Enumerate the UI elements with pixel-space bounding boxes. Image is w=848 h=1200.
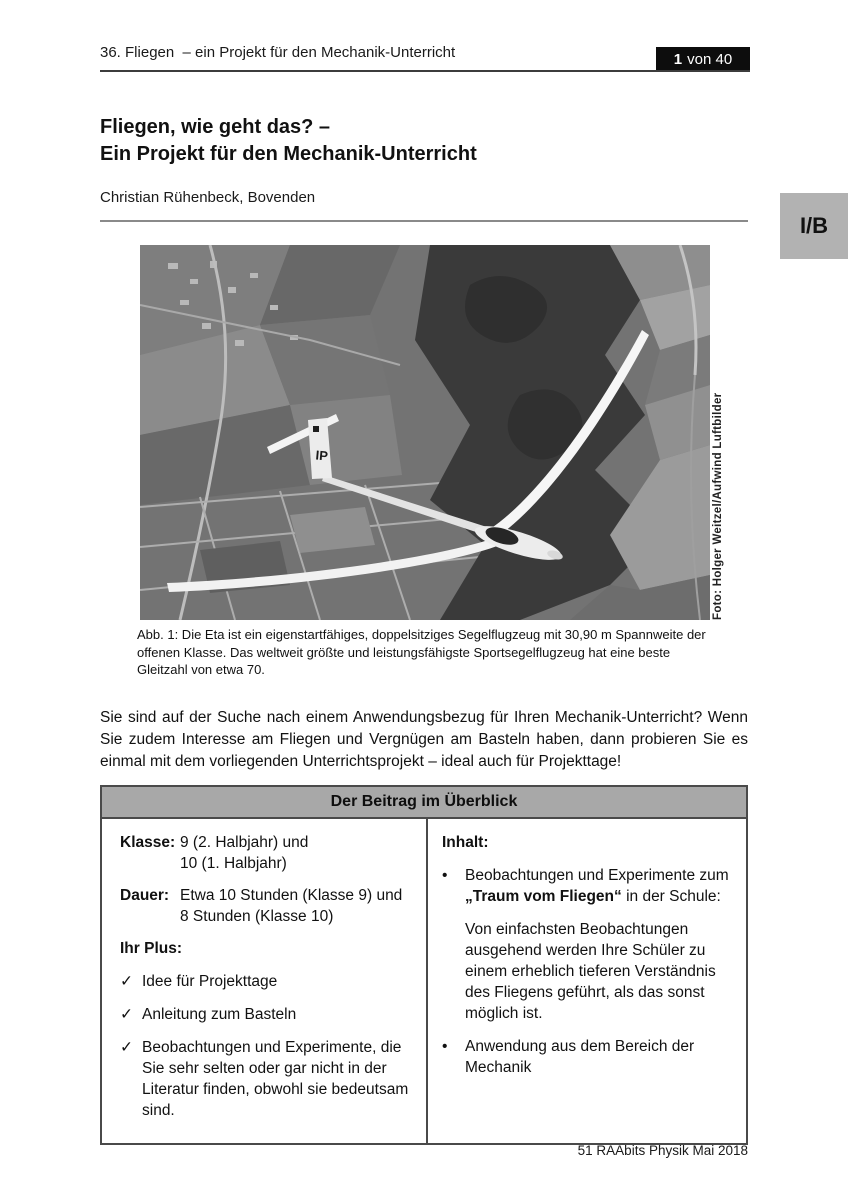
page-number-suffix: von 40 xyxy=(687,51,733,68)
photo-credit-text: Foto: Holger Weitzel/Aufwind Luftbilder xyxy=(712,392,724,620)
dauer-row xyxy=(120,885,420,927)
check-item-text: Anleitung zum Basteln xyxy=(142,1006,297,1023)
checkmark-icon: ✓ xyxy=(120,1039,133,1056)
check-item-text: Beobachtungen und Experimente, die Sie sehr selten oder gar nicht in der Literatur finden, obwohl sie bedeutsam sind. xyxy=(142,1039,409,1119)
figure-photo xyxy=(140,245,710,620)
check-item xyxy=(120,1037,420,1121)
photo-credit xyxy=(712,245,734,620)
overview-left-cell xyxy=(102,819,428,1143)
check-item-text: Idee für Projekttage xyxy=(142,973,278,990)
check-item xyxy=(120,1004,420,1025)
klasse-value-line1: 9 (2. Halbjahr) und xyxy=(180,834,309,851)
bullet-item1-pre: Beobachtungen und Experimente zum xyxy=(465,867,729,884)
section-tab-ib: I/B xyxy=(780,193,848,259)
page-footer: 51 RAAbits Physik Mai 2018 xyxy=(577,1143,748,1158)
fin-square-marking xyxy=(313,426,319,432)
dauer-label: Dauer: xyxy=(120,887,170,904)
dauer-value xyxy=(180,885,402,927)
bullet-item1-post: in der Schule: xyxy=(621,888,721,905)
checkmark-icon: ✓ xyxy=(120,1006,133,1023)
page-number: 1 xyxy=(673,51,683,68)
dauer-value-line1: Etwa 10 Stunden (Klasse 9) und xyxy=(180,887,403,904)
header-rule xyxy=(100,70,750,72)
figure-caption: Abb. 1: Die Eta ist ein eigenstartfähiges, doppelsitziges Segelflugzeug mit 30,90 m Spannweite der offenen Klasse. Das weltweit größte und leistungsfähigste Sportsegelflugzeug hat eine beste Gleitzahl von etwa 70. xyxy=(137,627,706,677)
bullet-item xyxy=(442,1036,740,1078)
overview-table xyxy=(100,785,748,1145)
article-author: Christian Rühenbeck, Bovenden xyxy=(100,189,316,206)
klasse-value-line2: 10 (1. Halbjahr) xyxy=(180,855,287,872)
overview-table-title: Der Beitrag im Überblick xyxy=(102,787,746,819)
klasse-row xyxy=(120,832,420,874)
intro-paragraph: Sie sind auf der Suche nach einem Anwendungsbezug für Ihren Mechanik-Unterricht? Wenn Sie zudem Interesse am Fliegen und Vergnügen am Basteln haben, dann probieren Sie es einmal mit dem vorliegenden Unterrichtsprojekt – ideal auch für Projekttage! xyxy=(100,709,748,770)
article-title-line1: Fliegen, wie geht das? – xyxy=(100,116,331,138)
bullet-item xyxy=(442,865,740,907)
author-rule xyxy=(100,220,748,222)
check-item xyxy=(120,971,420,992)
checkmark-icon: ✓ xyxy=(120,973,133,990)
overview-right-cell xyxy=(428,819,746,1143)
inhalt-label: Inhalt: xyxy=(442,834,489,851)
article-title xyxy=(100,114,477,168)
klasse-label: Klasse: xyxy=(120,834,176,851)
glider-aerial-photo xyxy=(140,245,710,620)
bullet-item-text xyxy=(465,865,740,907)
running-header-title: 36. Fliegen – ein Projekt für den Mechanik-Unterricht xyxy=(100,44,456,61)
page-number-badge xyxy=(656,47,750,72)
bullet-icon: • xyxy=(442,1038,448,1055)
bullet-item1-bold: „Traum vom Fliegen“ xyxy=(465,888,622,905)
bullet-item-text: Anwendung aus dem Bereich der Mechanik xyxy=(465,1038,695,1076)
bullet-item1-subtext: Von einfachsten Beobachtungen ausgehend werden Ihre Schüler zu einem erheblich tieferen Verständnis des Fliegens geführt, als das sonst möglich ist. xyxy=(465,921,716,1022)
overview-table-body xyxy=(102,819,746,1143)
klasse-value xyxy=(180,832,308,874)
article-title-line2: Ein Projekt für den Mechanik-Unterricht xyxy=(100,143,477,165)
bullet-icon: • xyxy=(442,867,448,884)
dauer-value-line2: 8 Stunden (Klasse 10) xyxy=(180,908,334,925)
fin-registration-text: IP xyxy=(315,447,329,464)
ihr-plus-label: Ihr Plus: xyxy=(120,940,183,957)
